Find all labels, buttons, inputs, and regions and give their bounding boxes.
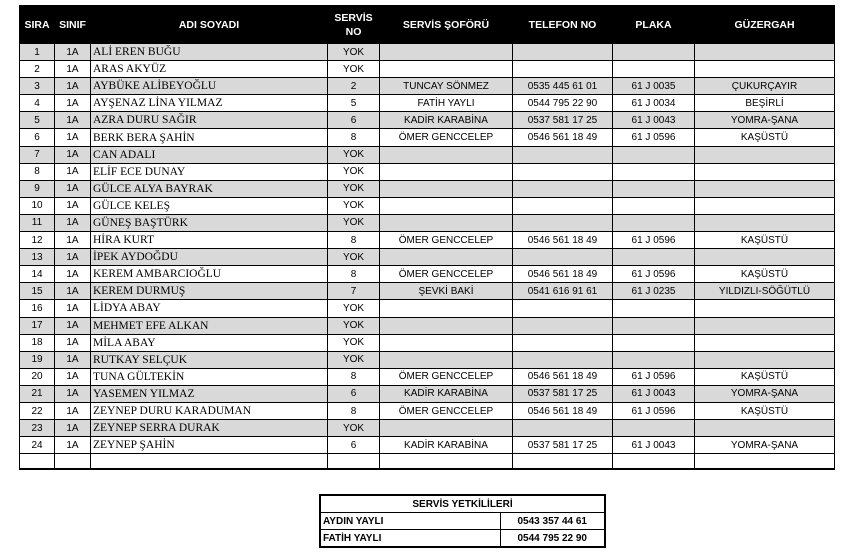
- table-row: [20, 402, 835, 419]
- table-row: [20, 44, 835, 61]
- yetkili-phone: 0544 795 22 90: [500, 530, 605, 548]
- telefon-cell: 0541 616 91 61: [513, 283, 613, 300]
- telefon-cell: [513, 249, 613, 266]
- sira-cell: 19: [20, 351, 55, 368]
- sira-cell: 24: [20, 437, 55, 454]
- yetkililer-title: SERVİS YETKİLİLERİ: [320, 495, 605, 513]
- servis-no-cell: 6: [328, 385, 380, 402]
- sira-cell: 6: [20, 129, 55, 146]
- guzergah-cell: YILDIZLI-SÖĞÜTLÜ: [695, 283, 835, 300]
- telefon-cell: [513, 197, 613, 214]
- name-cell: TUNA GÜLTEKİN: [91, 368, 328, 385]
- sinif-cell: 1A: [55, 232, 91, 249]
- plaka-cell: 61 J 0596: [613, 266, 695, 283]
- sinif-cell: 1A: [55, 283, 91, 300]
- name-cell: CAN ADALI: [91, 146, 328, 163]
- col-servis-no-line1: SERVİS: [334, 11, 373, 24]
- table-row: [20, 129, 835, 146]
- sira-cell: 11: [20, 214, 55, 231]
- sinif-cell: 1A: [55, 78, 91, 95]
- guzergah-cell: [695, 334, 835, 351]
- sofor-cell: [380, 300, 513, 317]
- servis-no-cell: YOK: [328, 163, 380, 180]
- sofor-cell: ÖMER GENCCELEP: [380, 368, 513, 385]
- sira-cell: 21: [20, 385, 55, 402]
- name-cell: ZEYNEP SERRA DURAK: [91, 420, 328, 437]
- col-sofor: SERVİS ŞOFÖRÜ: [380, 6, 513, 44]
- plaka-cell: [613, 44, 695, 61]
- sira-cell: 23: [20, 420, 55, 437]
- name-cell: LİDYA ABAY: [91, 300, 328, 317]
- telefon-cell: 0537 581 17 25: [513, 112, 613, 129]
- telefon-cell: [513, 61, 613, 78]
- sofor-cell: [380, 317, 513, 334]
- empty-cell: [380, 454, 513, 470]
- sira-cell: 5: [20, 112, 55, 129]
- plaka-cell: [613, 334, 695, 351]
- table-row: [20, 300, 835, 317]
- telefon-cell: [513, 180, 613, 197]
- header-row: [20, 6, 835, 44]
- plaka-cell: [613, 420, 695, 437]
- empty-cell: [513, 454, 613, 470]
- telefon-cell: 0546 561 18 49: [513, 232, 613, 249]
- plaka-cell: 61 J 0235: [613, 283, 695, 300]
- telefon-cell: 0537 581 17 25: [513, 385, 613, 402]
- name-cell: GÜLCE ALYA BAYRAK: [91, 180, 328, 197]
- yetkili-name: FATİH YAYLI: [320, 530, 500, 548]
- col-sira: SIRA: [20, 6, 55, 44]
- sira-cell: 18: [20, 334, 55, 351]
- servis-no-cell: 8: [328, 266, 380, 283]
- guzergah-cell: YOMRA-ŞANA: [695, 385, 835, 402]
- plaka-cell: 61 J 0596: [613, 129, 695, 146]
- servis-no-cell: YOK: [328, 249, 380, 266]
- plaka-cell: [613, 197, 695, 214]
- telefon-cell: 0546 561 18 49: [513, 368, 613, 385]
- table-row: [20, 61, 835, 78]
- sira-cell: 13: [20, 249, 55, 266]
- guzergah-cell: [695, 44, 835, 61]
- sinif-cell: 1A: [55, 163, 91, 180]
- sinif-cell: 1A: [55, 437, 91, 454]
- guzergah-cell: [695, 197, 835, 214]
- telefon-cell: 0546 561 18 49: [513, 266, 613, 283]
- plaka-cell: [613, 163, 695, 180]
- plaka-cell: 61 J 0035: [613, 78, 695, 95]
- table-row: [20, 232, 835, 249]
- col-guzergah: GÜZERGAH: [695, 6, 835, 44]
- sofor-cell: [380, 61, 513, 78]
- guzergah-cell: ÇUKURÇAYIR: [695, 78, 835, 95]
- yetkili-row: [320, 513, 605, 530]
- sinif-cell: 1A: [55, 368, 91, 385]
- sinif-cell: 1A: [55, 214, 91, 231]
- sofor-cell: KADİR KARABİNA: [380, 437, 513, 454]
- name-cell: ARAS AKYÜZ: [91, 61, 328, 78]
- sofor-cell: ÖMER GENCCELEP: [380, 232, 513, 249]
- sinif-cell: 1A: [55, 44, 91, 61]
- name-cell: MEHMET EFE ALKAN: [91, 317, 328, 334]
- sofor-cell: KADİR KARABİNA: [380, 385, 513, 402]
- telefon-cell: 0546 561 18 49: [513, 129, 613, 146]
- yetkili-row: [320, 530, 605, 548]
- sofor-cell: [380, 334, 513, 351]
- guzergah-cell: [695, 61, 835, 78]
- sofor-cell: [380, 197, 513, 214]
- name-cell: YASEMEN YILMAZ: [91, 385, 328, 402]
- name-cell: RUTKAY SELÇUK: [91, 351, 328, 368]
- name-cell: ELİF ECE DUNAY: [91, 163, 328, 180]
- table-row: [20, 385, 835, 402]
- telefon-cell: [513, 420, 613, 437]
- sira-cell: 8: [20, 163, 55, 180]
- telefon-cell: [513, 317, 613, 334]
- sofor-cell: ŞEVKİ BAKİ: [380, 283, 513, 300]
- name-cell: HİRA KURT: [91, 232, 328, 249]
- sira-cell: 15: [20, 283, 55, 300]
- sofor-cell: TUNCAY SÖNMEZ: [380, 78, 513, 95]
- servis-no-cell: 8: [328, 368, 380, 385]
- sinif-cell: 1A: [55, 402, 91, 419]
- sira-cell: 9: [20, 180, 55, 197]
- servis-no-cell: YOK: [328, 180, 380, 197]
- sofor-cell: [380, 180, 513, 197]
- table-row: [20, 368, 835, 385]
- sinif-cell: 1A: [55, 334, 91, 351]
- col-plaka: PLAKA: [613, 6, 695, 44]
- sira-cell: 20: [20, 368, 55, 385]
- telefon-cell: [513, 163, 613, 180]
- name-cell: ALİ EREN BUĞU: [91, 44, 328, 61]
- servis-no-cell: 8: [328, 232, 380, 249]
- name-cell: AYŞENAZ LİNA YILMAZ: [91, 95, 328, 112]
- sinif-cell: 1A: [55, 112, 91, 129]
- name-cell: AYBÜKE ALİBEYOĞLU: [91, 78, 328, 95]
- empty-cell: [613, 454, 695, 470]
- servis-no-cell: YOK: [328, 420, 380, 437]
- sofor-cell: [380, 163, 513, 180]
- sofor-cell: [380, 420, 513, 437]
- servis-no-cell: 2: [328, 78, 380, 95]
- plaka-cell: 61 J 0596: [613, 402, 695, 419]
- servis-no-cell: YOK: [328, 146, 380, 163]
- sinif-cell: 1A: [55, 420, 91, 437]
- table-row: [20, 249, 835, 266]
- table-row: [20, 214, 835, 231]
- name-cell: GÜNEŞ BAŞTÜRK: [91, 214, 328, 231]
- table-body: [20, 44, 835, 470]
- telefon-cell: 0537 581 17 25: [513, 437, 613, 454]
- sira-cell: 4: [20, 95, 55, 112]
- servis-no-cell: 7: [328, 283, 380, 300]
- table-row: [20, 95, 835, 112]
- name-cell: İPEK AYDOĞDU: [91, 249, 328, 266]
- guzergah-cell: [695, 163, 835, 180]
- telefon-cell: [513, 300, 613, 317]
- sira-cell: 3: [20, 78, 55, 95]
- plaka-cell: [613, 180, 695, 197]
- name-cell: MİLA ABAY: [91, 334, 328, 351]
- guzergah-cell: [695, 420, 835, 437]
- sofor-cell: [380, 146, 513, 163]
- table-row: [20, 163, 835, 180]
- guzergah-cell: KAŞÜSTÜ: [695, 129, 835, 146]
- empty-row: [20, 454, 835, 470]
- plaka-cell: 61 J 0596: [613, 232, 695, 249]
- name-cell: GÜLCE KELEŞ: [91, 197, 328, 214]
- name-cell: BERK BERA ŞAHİN: [91, 129, 328, 146]
- empty-cell: [55, 454, 91, 470]
- servis-no-cell: YOK: [328, 317, 380, 334]
- plaka-cell: [613, 249, 695, 266]
- sinif-cell: 1A: [55, 146, 91, 163]
- col-adi-soyadi: ADI SOYADI: [91, 6, 328, 44]
- servis-no-cell: YOK: [328, 197, 380, 214]
- plaka-cell: [613, 300, 695, 317]
- sinif-cell: 1A: [55, 180, 91, 197]
- name-cell: KEREM AMBARCIOĞLU: [91, 266, 328, 283]
- plaka-cell: 61 J 0596: [613, 368, 695, 385]
- table-row: [20, 112, 835, 129]
- name-cell: KEREM DURMUŞ: [91, 283, 328, 300]
- sira-cell: 22: [20, 402, 55, 419]
- yetkili-phone: 0543 357 44 61: [500, 513, 605, 530]
- table-row: [20, 180, 835, 197]
- table-row: [20, 78, 835, 95]
- table-row: [20, 420, 835, 437]
- telefon-cell: [513, 214, 613, 231]
- sofor-cell: [380, 214, 513, 231]
- servis-no-cell: YOK: [328, 61, 380, 78]
- plaka-cell: 61 J 0034: [613, 95, 695, 112]
- empty-cell: [91, 454, 328, 470]
- table-row: [20, 283, 835, 300]
- col-sinif: SINIF: [55, 6, 91, 44]
- plaka-cell: 61 J 0043: [613, 112, 695, 129]
- sira-cell: 7: [20, 146, 55, 163]
- col-servis-no: [328, 6, 380, 44]
- col-telefon: TELEFON NO: [513, 6, 613, 44]
- empty-cell: [20, 454, 55, 470]
- guzergah-cell: BEŞİRLİ: [695, 95, 835, 112]
- plaka-cell: [613, 317, 695, 334]
- table-row: [20, 266, 835, 283]
- guzergah-cell: [695, 300, 835, 317]
- sinif-cell: 1A: [55, 95, 91, 112]
- telefon-cell: 0544 795 22 90: [513, 95, 613, 112]
- name-cell: ZEYNEP DURU KARADUMAN: [91, 402, 328, 419]
- sofor-cell: FATİH YAYLI: [380, 95, 513, 112]
- plaka-cell: 61 J 0043: [613, 385, 695, 402]
- servis-no-cell: YOK: [328, 300, 380, 317]
- sira-cell: 10: [20, 197, 55, 214]
- sinif-cell: 1A: [55, 300, 91, 317]
- servis-no-cell: 6: [328, 112, 380, 129]
- guzergah-cell: [695, 214, 835, 231]
- guzergah-cell: [695, 249, 835, 266]
- guzergah-cell: KAŞÜSTÜ: [695, 266, 835, 283]
- sofor-cell: KADİR KARABİNA: [380, 112, 513, 129]
- plaka-cell: [613, 214, 695, 231]
- plaka-cell: [613, 146, 695, 163]
- telefon-cell: [513, 44, 613, 61]
- sofor-cell: ÖMER GENCCELEP: [380, 266, 513, 283]
- servis-no-cell: 5: [328, 95, 380, 112]
- guzergah-cell: [695, 351, 835, 368]
- telefon-cell: 0546 561 18 49: [513, 402, 613, 419]
- table-row: [20, 317, 835, 334]
- plaka-cell: 61 J 0043: [613, 437, 695, 454]
- empty-cell: [328, 454, 380, 470]
- guzergah-cell: [695, 146, 835, 163]
- servis-no-cell: 8: [328, 129, 380, 146]
- table-row: [20, 334, 835, 351]
- guzergah-cell: [695, 317, 835, 334]
- sofor-cell: [380, 249, 513, 266]
- sinif-cell: 1A: [55, 249, 91, 266]
- plaka-cell: [613, 61, 695, 78]
- guzergah-cell: KAŞÜSTÜ: [695, 232, 835, 249]
- sinif-cell: 1A: [55, 61, 91, 78]
- table-row: [20, 197, 835, 214]
- servis-yetkilileri-table: [319, 494, 606, 548]
- student-service-table: [19, 5, 835, 470]
- guzergah-cell: YOMRA-ŞANA: [695, 112, 835, 129]
- sinif-cell: 1A: [55, 197, 91, 214]
- servis-no-cell: YOK: [328, 214, 380, 231]
- sofor-cell: ÖMER GENCCELEP: [380, 402, 513, 419]
- telefon-cell: [513, 146, 613, 163]
- sofor-cell: ÖMER GENCCELEP: [380, 129, 513, 146]
- servis-no-cell: YOK: [328, 351, 380, 368]
- guzergah-cell: KAŞÜSTÜ: [695, 402, 835, 419]
- sinif-cell: 1A: [55, 266, 91, 283]
- sofor-cell: [380, 351, 513, 368]
- sinif-cell: 1A: [55, 351, 91, 368]
- guzergah-cell: [695, 180, 835, 197]
- telefon-cell: 0535 445 61 01: [513, 78, 613, 95]
- yetkili-name: AYDIN YAYLI: [320, 513, 500, 530]
- sofor-cell: [380, 44, 513, 61]
- table-row: [20, 437, 835, 454]
- table-row: [20, 146, 835, 163]
- sinif-cell: 1A: [55, 317, 91, 334]
- sira-cell: 16: [20, 300, 55, 317]
- sira-cell: 14: [20, 266, 55, 283]
- servis-no-cell: 6: [328, 437, 380, 454]
- sira-cell: 12: [20, 232, 55, 249]
- servis-no-cell: YOK: [328, 44, 380, 61]
- telefon-cell: [513, 334, 613, 351]
- sira-cell: 1: [20, 44, 55, 61]
- guzergah-cell: KAŞÜSTÜ: [695, 368, 835, 385]
- sinif-cell: 1A: [55, 129, 91, 146]
- servis-no-cell: YOK: [328, 334, 380, 351]
- name-cell: AZRA DURU SAĞIR: [91, 112, 328, 129]
- table-row: [20, 351, 835, 368]
- plaka-cell: [613, 351, 695, 368]
- sira-cell: 17: [20, 317, 55, 334]
- empty-cell: [695, 454, 835, 470]
- sinif-cell: 1A: [55, 385, 91, 402]
- col-servis-no-line2: NO: [345, 25, 362, 38]
- telefon-cell: [513, 351, 613, 368]
- servis-no-cell: 8: [328, 402, 380, 419]
- sira-cell: 2: [20, 61, 55, 78]
- guzergah-cell: YOMRA-ŞANA: [695, 437, 835, 454]
- name-cell: ZEYNEP ŞAHİN: [91, 437, 328, 454]
